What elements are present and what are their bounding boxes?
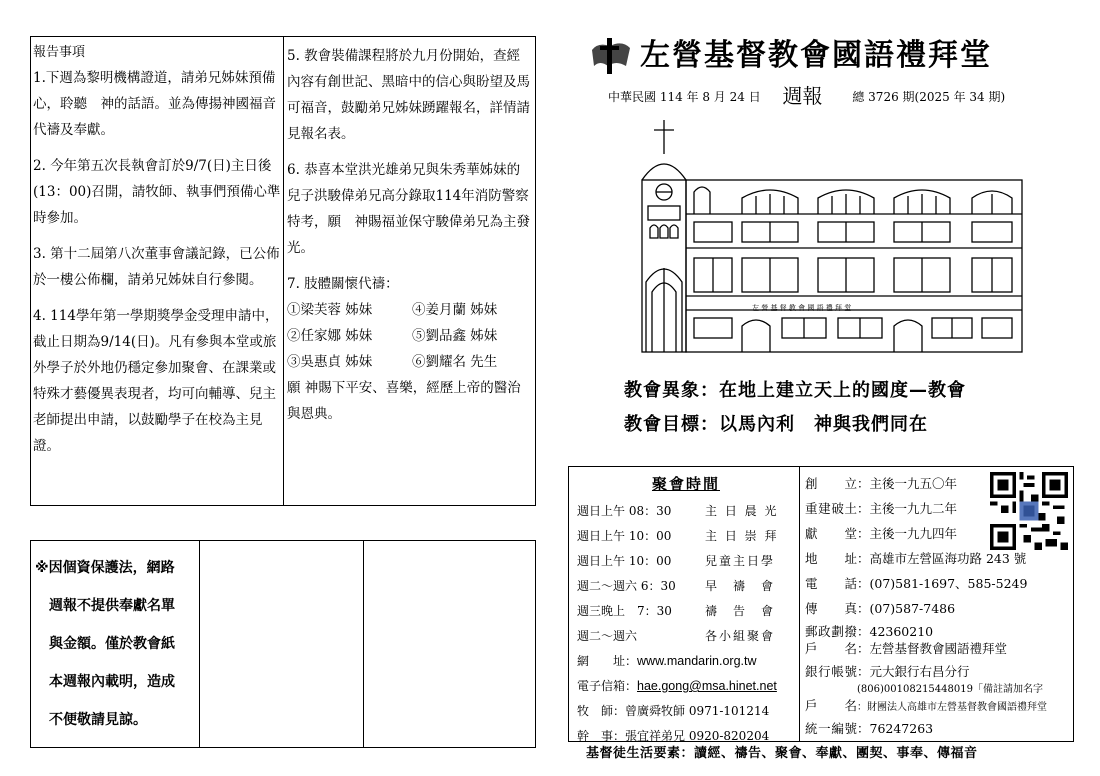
meeting-time: 週日上午 08：30 — [577, 504, 672, 518]
meeting-row — [577, 574, 795, 599]
meeting-name: 主 日 崇 拜 — [705, 529, 779, 543]
table-divider — [363, 541, 364, 747]
privacy-line: 不便敬請見諒。 — [49, 712, 147, 728]
announcement-item: 3. 第十二屆第八次董事會議記錄，已公佈於一樓公佈欄，請弟兄姊妹自行參閱。 — [33, 246, 280, 288]
meeting-times — [577, 469, 795, 749]
building-sign: 左 營 基 督 教 會 國 語 禮 拜 堂 — [752, 304, 852, 312]
privacy-line: 本週報內載明，造成 — [49, 674, 175, 690]
meeting-name: 各小組聚會 — [705, 629, 776, 643]
prayer-name: ④姜月蘭 姊妹 — [412, 302, 498, 318]
privacy-line: ※因個資保護法，網路 — [35, 560, 175, 576]
announcement-item: 6. 恭喜本堂洪光雄弟兄與朱秀華姊妹的兒子洪駿偉弟兄高分錄取114年消防警察特考，願 神賜福並保守駿偉弟兄為主發光。 — [287, 162, 530, 256]
church-logo-icon — [588, 36, 632, 76]
dateline — [608, 80, 1005, 109]
prayer-blessing: 願 神賜下平安、喜樂，經歷上帝的醫治與恩典。 — [287, 380, 521, 422]
meeting-row — [577, 599, 795, 624]
church-vision: 教會異象：在地上建立天上的國度—教會 — [624, 380, 966, 401]
announcement-item: 1.下週為黎明機構證道，請弟兄姊妹預備心，聆聽 神的話語。並為傳揚神國福音代禱及奉獻。 — [33, 70, 276, 138]
website-row — [577, 649, 795, 674]
meeting-times-title: 聚會時間 — [651, 475, 720, 493]
fact-address: 地 址：高雄市左營區海功路 243 號 — [805, 551, 1027, 566]
pastor-contact: 牧 師：曾廣舜牧師 0971-101214 — [577, 704, 770, 718]
bulletin-date: 中華民國 114 年 8 月 24 日 — [608, 90, 761, 104]
announcements-left-column — [33, 43, 281, 469]
website-label: 網 址： — [577, 654, 638, 668]
fact-fax: 傳 真：(07)587-7486 — [805, 601, 956, 616]
column-divider — [283, 37, 284, 505]
fact-founded: 創 立：主後一九五〇年 — [805, 476, 958, 491]
privacy-notice-box — [30, 540, 536, 748]
privacy-notice — [35, 549, 195, 739]
prayer-name: ⑥劉耀名 先生 — [412, 354, 498, 370]
announcement-item: 4. 114學年第一學期獎學金受理申請中，截止日期為9/14(日)。凡有參與本堂或旅外學子於外地仍穩定參加聚會、在課業或特殊才藝優異表現者，均可向輔導、兒主老師提出申請，以鼓勵學子在校為主見證。 — [33, 308, 279, 454]
fact-rebuilt: 重建破土：主後一九九二年 — [805, 501, 958, 516]
meeting-row — [577, 624, 795, 649]
prayer-name: ①梁芙蓉 姊妹 — [287, 302, 373, 318]
meeting-name: 早 禱 會 — [705, 579, 776, 593]
announcement-item: 2. 今年第五次長執會訂於9/7(日)主日後(13：00)召開，請牧師、執事們預備心準時參加。 — [33, 158, 281, 226]
qr-code-icon[interactable] — [988, 472, 1070, 550]
fact-postal-name: 戶 名：左營基督教會國語禮拜堂 — [805, 641, 1008, 656]
privacy-line: 與金額。僅於教會紙 — [49, 636, 175, 652]
prayer-heading: 7. 肢體關懷代禱： — [287, 276, 399, 292]
meeting-time: 週三晚上 7：30 — [577, 604, 672, 618]
announcements-title: 報告事項 — [33, 45, 86, 60]
meeting-time: 週二～週六 — [577, 629, 638, 643]
fact-phone: 電 話：(07)581-1697、585-5249 — [805, 576, 1028, 591]
privacy-line: 週報不提供奉獻名單 — [49, 598, 175, 614]
church-goal: 教會目標：以馬內利 神與我們同在 — [624, 414, 928, 435]
email-label: 電子信箱： — [577, 679, 638, 693]
prayer-name: ⑤劉品鑫 姊妹 — [412, 328, 498, 344]
email-row — [577, 674, 795, 699]
announcements-right-column — [287, 43, 533, 427]
bulletin-weekly-label: 週報 — [782, 84, 823, 108]
table-divider — [199, 541, 200, 747]
fact-bank-name: 戶 名：財團法人高雄市左營基督教會國語禮拜堂 — [805, 698, 1047, 713]
prayer-list — [287, 297, 533, 375]
deacon-contact: 幹 事：張宜祥弟兄 0920-820204 — [577, 729, 770, 743]
fact-tax-id: 統一編號：76247263 — [805, 721, 934, 736]
church-name: 左營基督教會國語禮拜堂 — [640, 38, 992, 73]
prayer-name: ②任家娜 姊妹 — [287, 328, 373, 344]
meeting-row — [577, 524, 795, 549]
announcement-item: 5. 教會裝備課程將於九月份開始，查經內容有創世記、黑暗中的信心與盼望及馬可福音，鼓勵弟兄姊妹踴躍報名，詳情請見報名表。 — [287, 48, 530, 142]
meeting-time: 週二～週六 6：30 — [577, 579, 676, 593]
fact-bank: 銀行帳號：元大銀行右昌分行 — [805, 664, 970, 679]
meeting-time: 週日上午 10：00 — [577, 529, 672, 543]
meeting-row — [577, 499, 795, 524]
info-divider — [799, 467, 800, 741]
website-link[interactable]: www.mandarin.org.tw — [637, 654, 757, 668]
email-link[interactable]: hae.gong@msa.hinet.net — [637, 679, 777, 693]
meeting-row — [577, 549, 795, 574]
fact-dedicated: 獻 堂：主後一九九四年 — [805, 526, 958, 541]
christian-life-essentials: 基督徒生活要素：讀經、禱告、聚會、奉獻、團契、事奉、傳福音 — [586, 746, 978, 761]
fact-bank-account: (806)00108215448019「備註請加名字 — [857, 684, 1043, 695]
fact-postal: 郵政劃撥：42360210 — [805, 624, 934, 639]
meeting-name: 禱 告 會 — [705, 604, 776, 618]
announcements-box — [30, 36, 536, 506]
meeting-time: 週日上午 10：00 — [577, 554, 672, 568]
issue-number: 總 3726 期(2025 年 34 期) — [852, 90, 1006, 104]
prayer-name: ③吳惠貞 姊妹 — [287, 354, 373, 370]
meeting-name: 主 日 晨 光 — [705, 504, 779, 518]
church-building-illustration — [632, 118, 1024, 354]
meeting-name: 兒童主日學 — [705, 554, 776, 568]
